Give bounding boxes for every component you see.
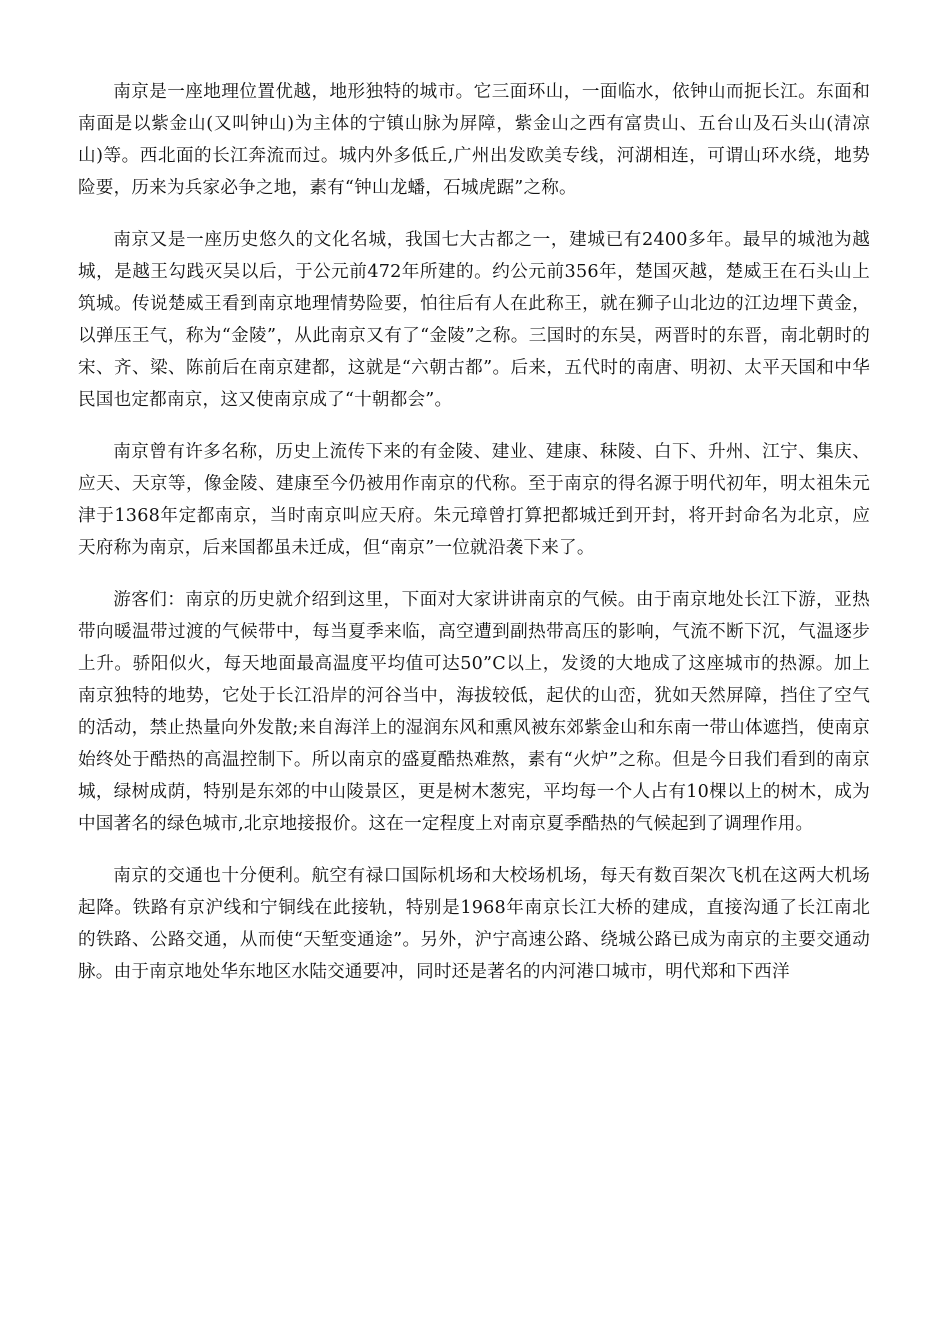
paragraph-geography: 南京是一座地理位置优越，地形独特的城市。它三面环山，一面临水，依钟山而扼长江。东面和南面是以紫金山(又叫钟山)为主体的宁镇山脉为屏障，紫金山之西有富贵山、五台山及石头山(清凉山)等。西北面的长江奔流而过。城内外多低丘,广州出发欧美专线，河湖相连，可谓山环水绕，地势险要，历来为兵家必争之地，素有“钟山龙蟠，石城虎踞”之称。 — [78, 82, 870, 198]
paragraph-history: 南京又是一座历史悠久的文化名城，我国七大古都之一，建城已有2400多年。最早的城池为越城，是越王勾践灭吴以后，于公元前472年所建的。约公元前356年，楚国灭越，楚威王在石头山上筑城。传说楚威王看到南京地理情势险要，怕往后有人在此称王，就在狮子山北边的江边埋下黄金，以弹压王气，称为“金陵”，从此南京又有了“金陵”之称。三国时的东吴，两晋时的东晋，南北朝时的宋、齐、梁、陈前后在南京建都，这就是“六朝古都”。后来，五代时的南唐、明初、太平天国和中华民国也定都南京，这又使南京成了“十朝都会”。 — [78, 230, 870, 410]
paragraph-names: 南京曾有许多名称，历史上流传下来的有金陵、建业、建康、秣陵、白下、升州、江宁、集庆、应天、天京等，像金陵、建康至今仍被用作南京的代称。至于南京的得名源于明代初年，明太祖朱元津于1368年定都南京，当时南京叫应天府。朱元璋曾打算把都城迁到开封，将开封命名为北京，应天府称为南京，后来国都虽未迁成，但“南京”一位就沿袭下来了。 — [78, 442, 870, 558]
document-body — [78, 76, 870, 1008]
paragraph-transport: 南京的交通也十分便利。航空有禄口国际机场和大校场机场，每天有数百架次飞机在这两大机场起降。铁路有京沪线和宁铜线在此接轨，特别是1968年南京长江大桥的建成，直接沟通了长江南北的铁路、公路交通，从而使“天堑变通途”。另外，沪宁高速公路、绕城公路已成为南京的主要交通动脉。由于南京地处华东地区水陆交通要冲，同时还是著名的内河港口城市，明代郑和下西洋 — [78, 866, 870, 982]
paragraph-climate: 游客们：南京的历史就介绍到这里，下面对大家讲讲南京的气候。由于南京地处长江下游，亚热带向暖温带过渡的气候带中，每当夏季来临，高空遭到副热带高压的影响，气流不断下沉，气温逐步上升。骄阳似火，每天地面最高温度平均值可达50”C以上，发烫的大地成了这座城市的热源。加上南京独特的地势，它处于长江沿岸的河谷当中，海拔较低，起伏的山峦，犹如天然屏障，挡住了空气的活动，禁止热量向外发散;来自海洋上的湿润东风和熏风被东郊紫金山和东南一带山体遮挡，使南京始终处于酷热的高温控制下。所以南京的盛夏酷热难熬，素有“火炉”之称。但是今日我们看到的南京城，绿树成荫，特别是东郊的中山陵景区，更是树木葱宪，平均每一个人占有10棵以上的树木，成为中国著名的绿色城市,北京地接报价。这在一定程度上对南京夏季酷热的气候起到了调理作用。 — [78, 590, 870, 834]
